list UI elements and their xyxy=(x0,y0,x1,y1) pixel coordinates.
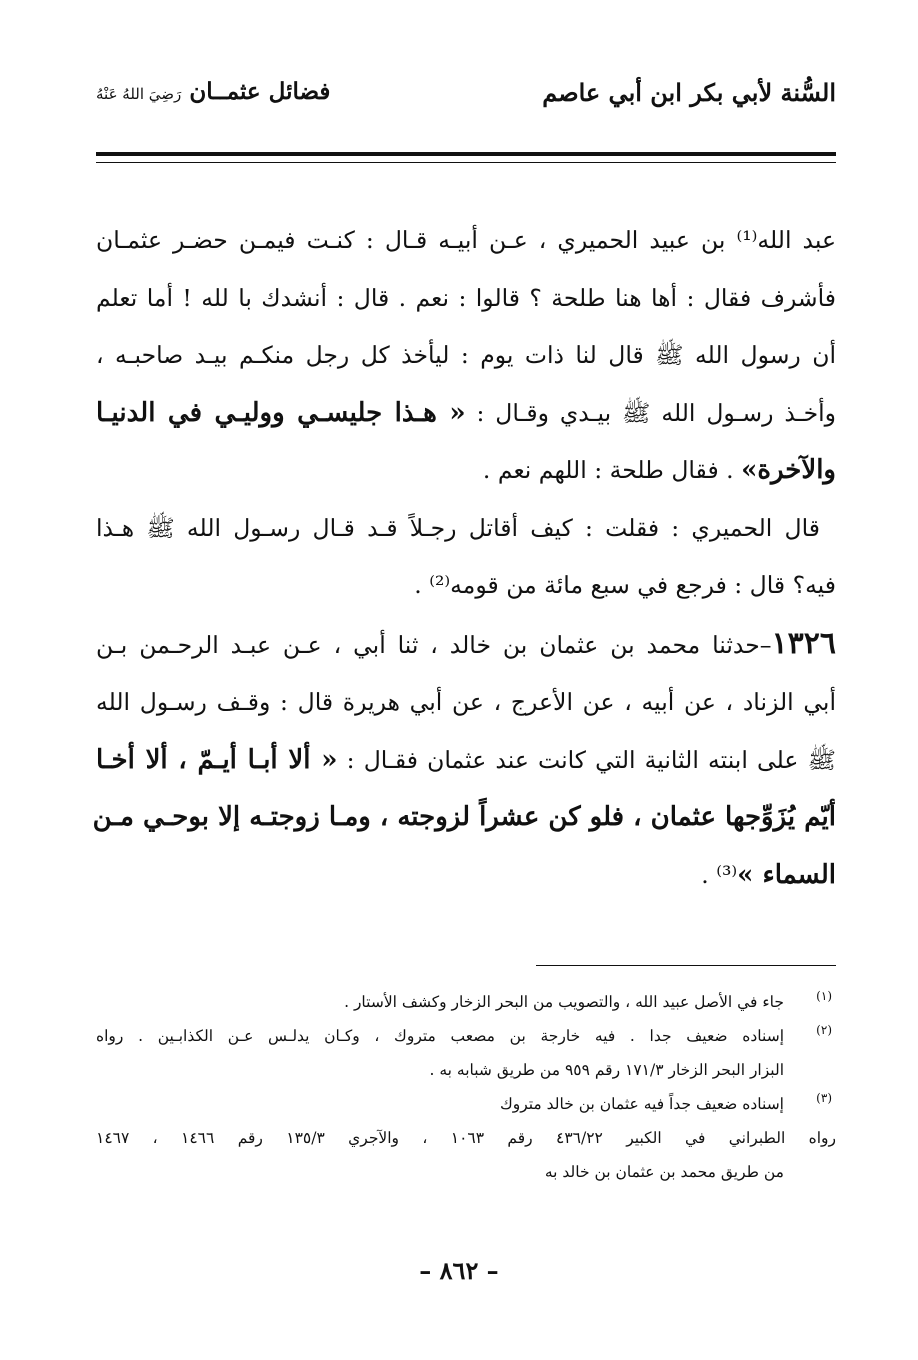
footnote-line: رواه الطبراني في الكبير ٤٣٦/٢٢ رقم ١٠٦٣ ، والآجري ١٣٥/٣ رقم ١٤٦٦ ، ١٤٦٧ xyxy=(96,1129,836,1147)
hadith-quote: والآخرة» xyxy=(741,455,836,485)
text-line xyxy=(96,442,836,500)
footnote-2 xyxy=(96,1019,836,1087)
text-line: أن رسول الله ﷺ قال لنا ذات يوم : ليأخذ كل رجل منكـم بيـد صاحبـه ، xyxy=(96,341,836,369)
footnote-separator xyxy=(536,965,836,966)
chapter-title xyxy=(96,78,330,105)
text-line xyxy=(96,385,836,443)
hadith-quote: السماء » xyxy=(737,859,836,890)
text-line: أبي الزناد ، عن أبيه ، عن الأعرج ، عن أبي هريرة قال : وقـف رسـول الله xyxy=(96,688,836,716)
book-title: السُّنة لأبي بكر ابن أبي عاصم xyxy=(542,78,836,107)
footnote-1 xyxy=(96,985,836,1019)
text-line: عبد الله⁽¹⁾ بن عبيد الحميري ، عـن أبيـه قـال : كنـت فيمـن حضـر عثمـان xyxy=(96,226,836,254)
text-segment: ⁽³⁾ . xyxy=(701,860,738,889)
text-segment: –حدثنا محمد بن عثمان بن خالد ، ثنا أبي ، عـن عبـد الرحـمن بـن xyxy=(96,630,772,659)
text-segment: ﷺ على ابنته الثانية التي كانت عند عثمان فقـال : xyxy=(346,745,836,774)
footnote-line: إسناده ضعيف جدا . فيه خارجة بن مصعب متروك ، وكـان يدلـس عـن الكذابـين . رواه xyxy=(96,1027,784,1045)
text-line: فيه؟ قال : فرجع في سبع مائة من قومه⁽²⁾ . xyxy=(414,571,836,599)
hadith-quote: « هـذا جليسـي ووليـي في الدنيـا xyxy=(96,397,466,428)
header-rule-thick xyxy=(96,152,836,156)
footnote-line: من طريق محمد بن عثمان بن خالد به xyxy=(544,1163,784,1181)
footnote-mark: (٢) xyxy=(816,1023,832,1037)
running-header xyxy=(96,78,836,118)
text-segment: وأخـذ رسـول الله ﷺ بيـدي وقـال : xyxy=(476,398,836,427)
paragraph-2 xyxy=(96,500,836,615)
footnote-line: إسناده ضعيف جداً فيه عثمان بن خالد متروك xyxy=(499,1095,784,1113)
footnote-mark: (١) xyxy=(816,989,832,1003)
hadith-number: ١٣٢٦ xyxy=(771,625,836,661)
hadith-quote: « ألا أبـا أيـمّ ، ألا أخـا xyxy=(96,744,338,775)
footnote-line: البزار البحر الزخار ١٧١/٣ رقم ٩٥٩ من طريق شبابه به . xyxy=(429,1061,784,1079)
main-text xyxy=(92,212,836,904)
footnote-line: جاء في الأصل عبيد الله ، والتصويب من البحر الزخار وكشف الأستار . xyxy=(344,993,784,1011)
text-line xyxy=(96,847,836,905)
header-rule-thin xyxy=(96,162,836,163)
text-line: قال الحميري : فقلت : كيف أقاتل رجـلاً قـد قـال رسـول الله ﷺ هـذا xyxy=(96,513,820,542)
page-number: – ٨٦٢ – xyxy=(419,1256,499,1285)
paragraph-3 xyxy=(92,615,836,905)
footnote-mark: (٣) xyxy=(816,1091,832,1105)
hadith-quote: أيّم يُزَوِّجها عثمان ، فلو كن عشراً لزوجته ، ومـا زوجتـه إلا بوحـي مـن xyxy=(92,802,836,832)
honorific-glyph: رَضِيَ اللهُ عَنْهُ xyxy=(96,85,182,103)
text-segment: . فقال طلحة : اللهم نعم . xyxy=(482,456,742,484)
text-line xyxy=(96,732,836,790)
text-line: فأشرف فقال : أها هنا طلحة ؟ قالوا : نعم . قال : أنشدك با لله ! أما تعلم xyxy=(96,283,836,312)
chapter-title-text: فضائل عثمــان xyxy=(189,78,331,105)
text-line xyxy=(96,615,836,675)
paragraph-1 xyxy=(96,212,836,500)
footnotes xyxy=(96,985,836,1189)
footnote-3 xyxy=(96,1087,836,1189)
